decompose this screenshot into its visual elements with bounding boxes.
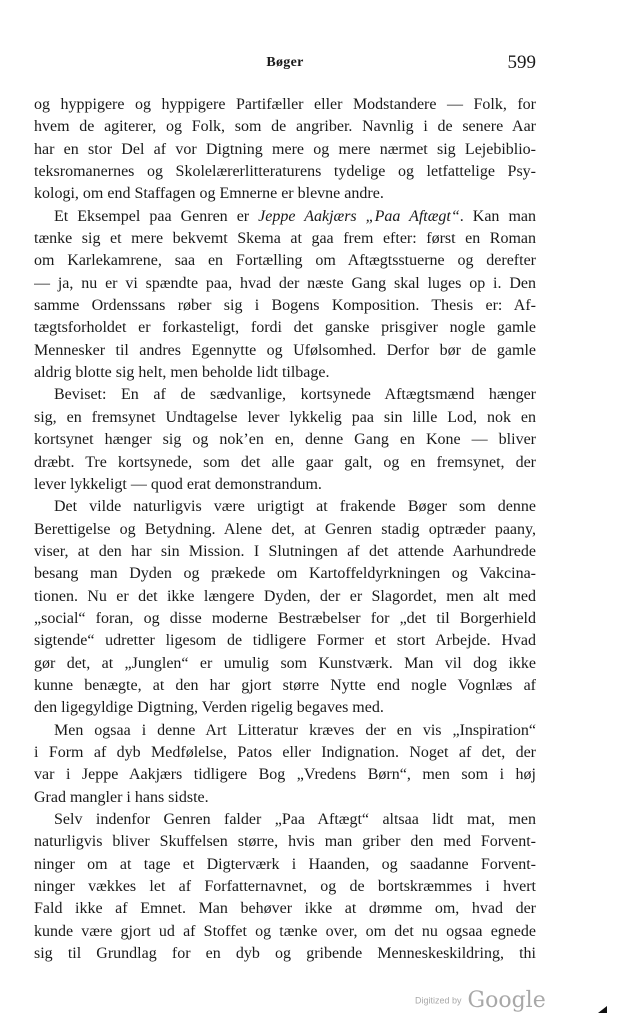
text-line: gør det, at „Junglen“ er umulig som Kunstværk. Man vil dog ikke	[34, 654, 536, 672]
text-line: teksromanernes og Skolelærerlitteraturens tydelige og letfattelige Psy-	[34, 163, 536, 181]
book-reference: Jeppe Aakjærs „Paa Aftægt“	[258, 207, 460, 225]
text-line: Selv indenfor Genren falder „Paa Aftægt“ altsaa lidt mat, men	[54, 811, 536, 828]
text-line: Grad mangler i hans sidste.	[34, 788, 209, 806]
text-line: har en stor Del af vor Digtning mere og mere nærmet sig Lejebiblio-	[34, 140, 536, 158]
text-line: tægtsforholdet er forkasteligt, fordi det ganske prisgiver nogle gamle	[34, 319, 536, 337]
corner-triangle-icon	[598, 1006, 607, 1013]
text-line: og hyppigere og hyppigere Partifæller eller Modstandere — Folk, for	[34, 96, 536, 113]
text-line: dræbt. Tre kortsynede, som det alle gaar galt, og en fremsynet, der	[34, 453, 536, 471]
text-run: Et Eksempel paa Genren er	[54, 207, 259, 225]
text-line	[34, 206, 536, 228]
text-line: den ligegyldige Digtning, Verden rigelig begaves med.	[34, 699, 384, 717]
text-line: „social“ foran, og disse moderne Bestræbelser for „det til Borgerhield	[34, 609, 536, 627]
page-number: 599	[507, 52, 536, 73]
text-line: — ja, nu er vi spændte paa, hvad der næste Gang skal luges op i. Den	[34, 274, 536, 292]
text-line: sigtende“ udretter ligesom de tidligere Former et stort Arbejde. Hvad	[34, 632, 536, 650]
digitized-by-label: Digitized by	[415, 995, 462, 1006]
text-line: viser, at den har sin Mission. I Slutningen af det attende Aarhundrede	[34, 542, 536, 560]
text-line: ninger vækkes let af Forfatternavnet, og de bortskræmmes i hvert	[34, 878, 536, 896]
text-line: besang man Dyden og prækede om Kartoffeldyrkningen og Vakcina-	[34, 565, 536, 583]
google-logo: Google	[467, 988, 546, 1013]
text-line: var i Jeppe Aakjærs tidligere Bog „Vredens Børn“, men som i høj	[34, 766, 536, 784]
text-line: lever lykkeligt — quod erat demonstrandum.	[34, 475, 322, 493]
text-line: tionen. Nu er det ikke længere Dyden, der er Slagordet, men alt med	[34, 587, 536, 605]
page-header	[34, 52, 536, 78]
text-line: aldrig blotte sig helt, men beholde lidt tilbage.	[34, 364, 330, 382]
text-line: kologi, om end Staffagen og Emnerne er blevne andre.	[34, 185, 384, 203]
text-line: kortsynet hænger sig og nok’en en, denne Gang en Kone — bliver	[34, 431, 536, 449]
text-run: . Kan man	[459, 207, 536, 225]
text-line: samme Ordenssans røber sig i Bogens Komposition. Thesis er: Af-	[34, 297, 536, 315]
text-line: Berettigelse og Betydning. Alene det, at Genren stadig optræder paany,	[34, 520, 536, 538]
text-line: kunne benægte, at den har gjort større Nytte end nogle Vognlæs af	[34, 676, 536, 694]
text-line: hvem de agiterer, og Folk, som de angriber. Navnlig i de senere Aar	[34, 118, 536, 136]
text-line: kunde være gjort ud af Stoffet og tænke over, om det nu ogsaa egnede	[34, 922, 536, 940]
text-line: sig til Grundlag for en dyb og gribende Menneskeskildring, thi	[34, 945, 536, 963]
text-line: sig, en fremsynet Undtagelse lever lykkelig paa sin lille Lod, nok en	[34, 408, 536, 426]
text-line: Fald ikke af Emnet. Man behøver ikke at drømme om, hvad der	[34, 900, 536, 918]
text-line: i Form af dyb Medfølelse, Patos eller Indignation. Noget af det, der	[34, 743, 536, 761]
text-line: Mennesker til andres Egennytte og Ufølsomhed. Derfor bør de gamle	[34, 341, 536, 359]
text-line: naturligvis bliver Skuffelsen større, hvis man griber den med Forvent-	[34, 833, 536, 851]
digitized-by-google-watermark	[415, 988, 546, 1013]
text-line: Beviset: En af de sædvanlige, kortsynede Aftægtsmænd hænger	[54, 386, 536, 404]
text-line: tænke sig et mere bekvemt Skema at gaa frem efter: først en Roman	[34, 230, 536, 248]
text-line: om Karlekamrene, saa en Fortælling om Aftægtsstuerne og derefter	[34, 252, 536, 270]
text-line: Men ogsaa i denne Art Litteratur kræves der en vis „Inspiration“	[54, 721, 536, 739]
running-head: Bøger	[266, 55, 304, 70]
body-text	[34, 94, 536, 965]
text-line: ninger om at tage et Digterværk i Haanden, og saadanne Forvent-	[34, 855, 536, 873]
text-line: Det vilde naturligvis være urigtigt at frakende Bøger som denne	[54, 498, 536, 516]
